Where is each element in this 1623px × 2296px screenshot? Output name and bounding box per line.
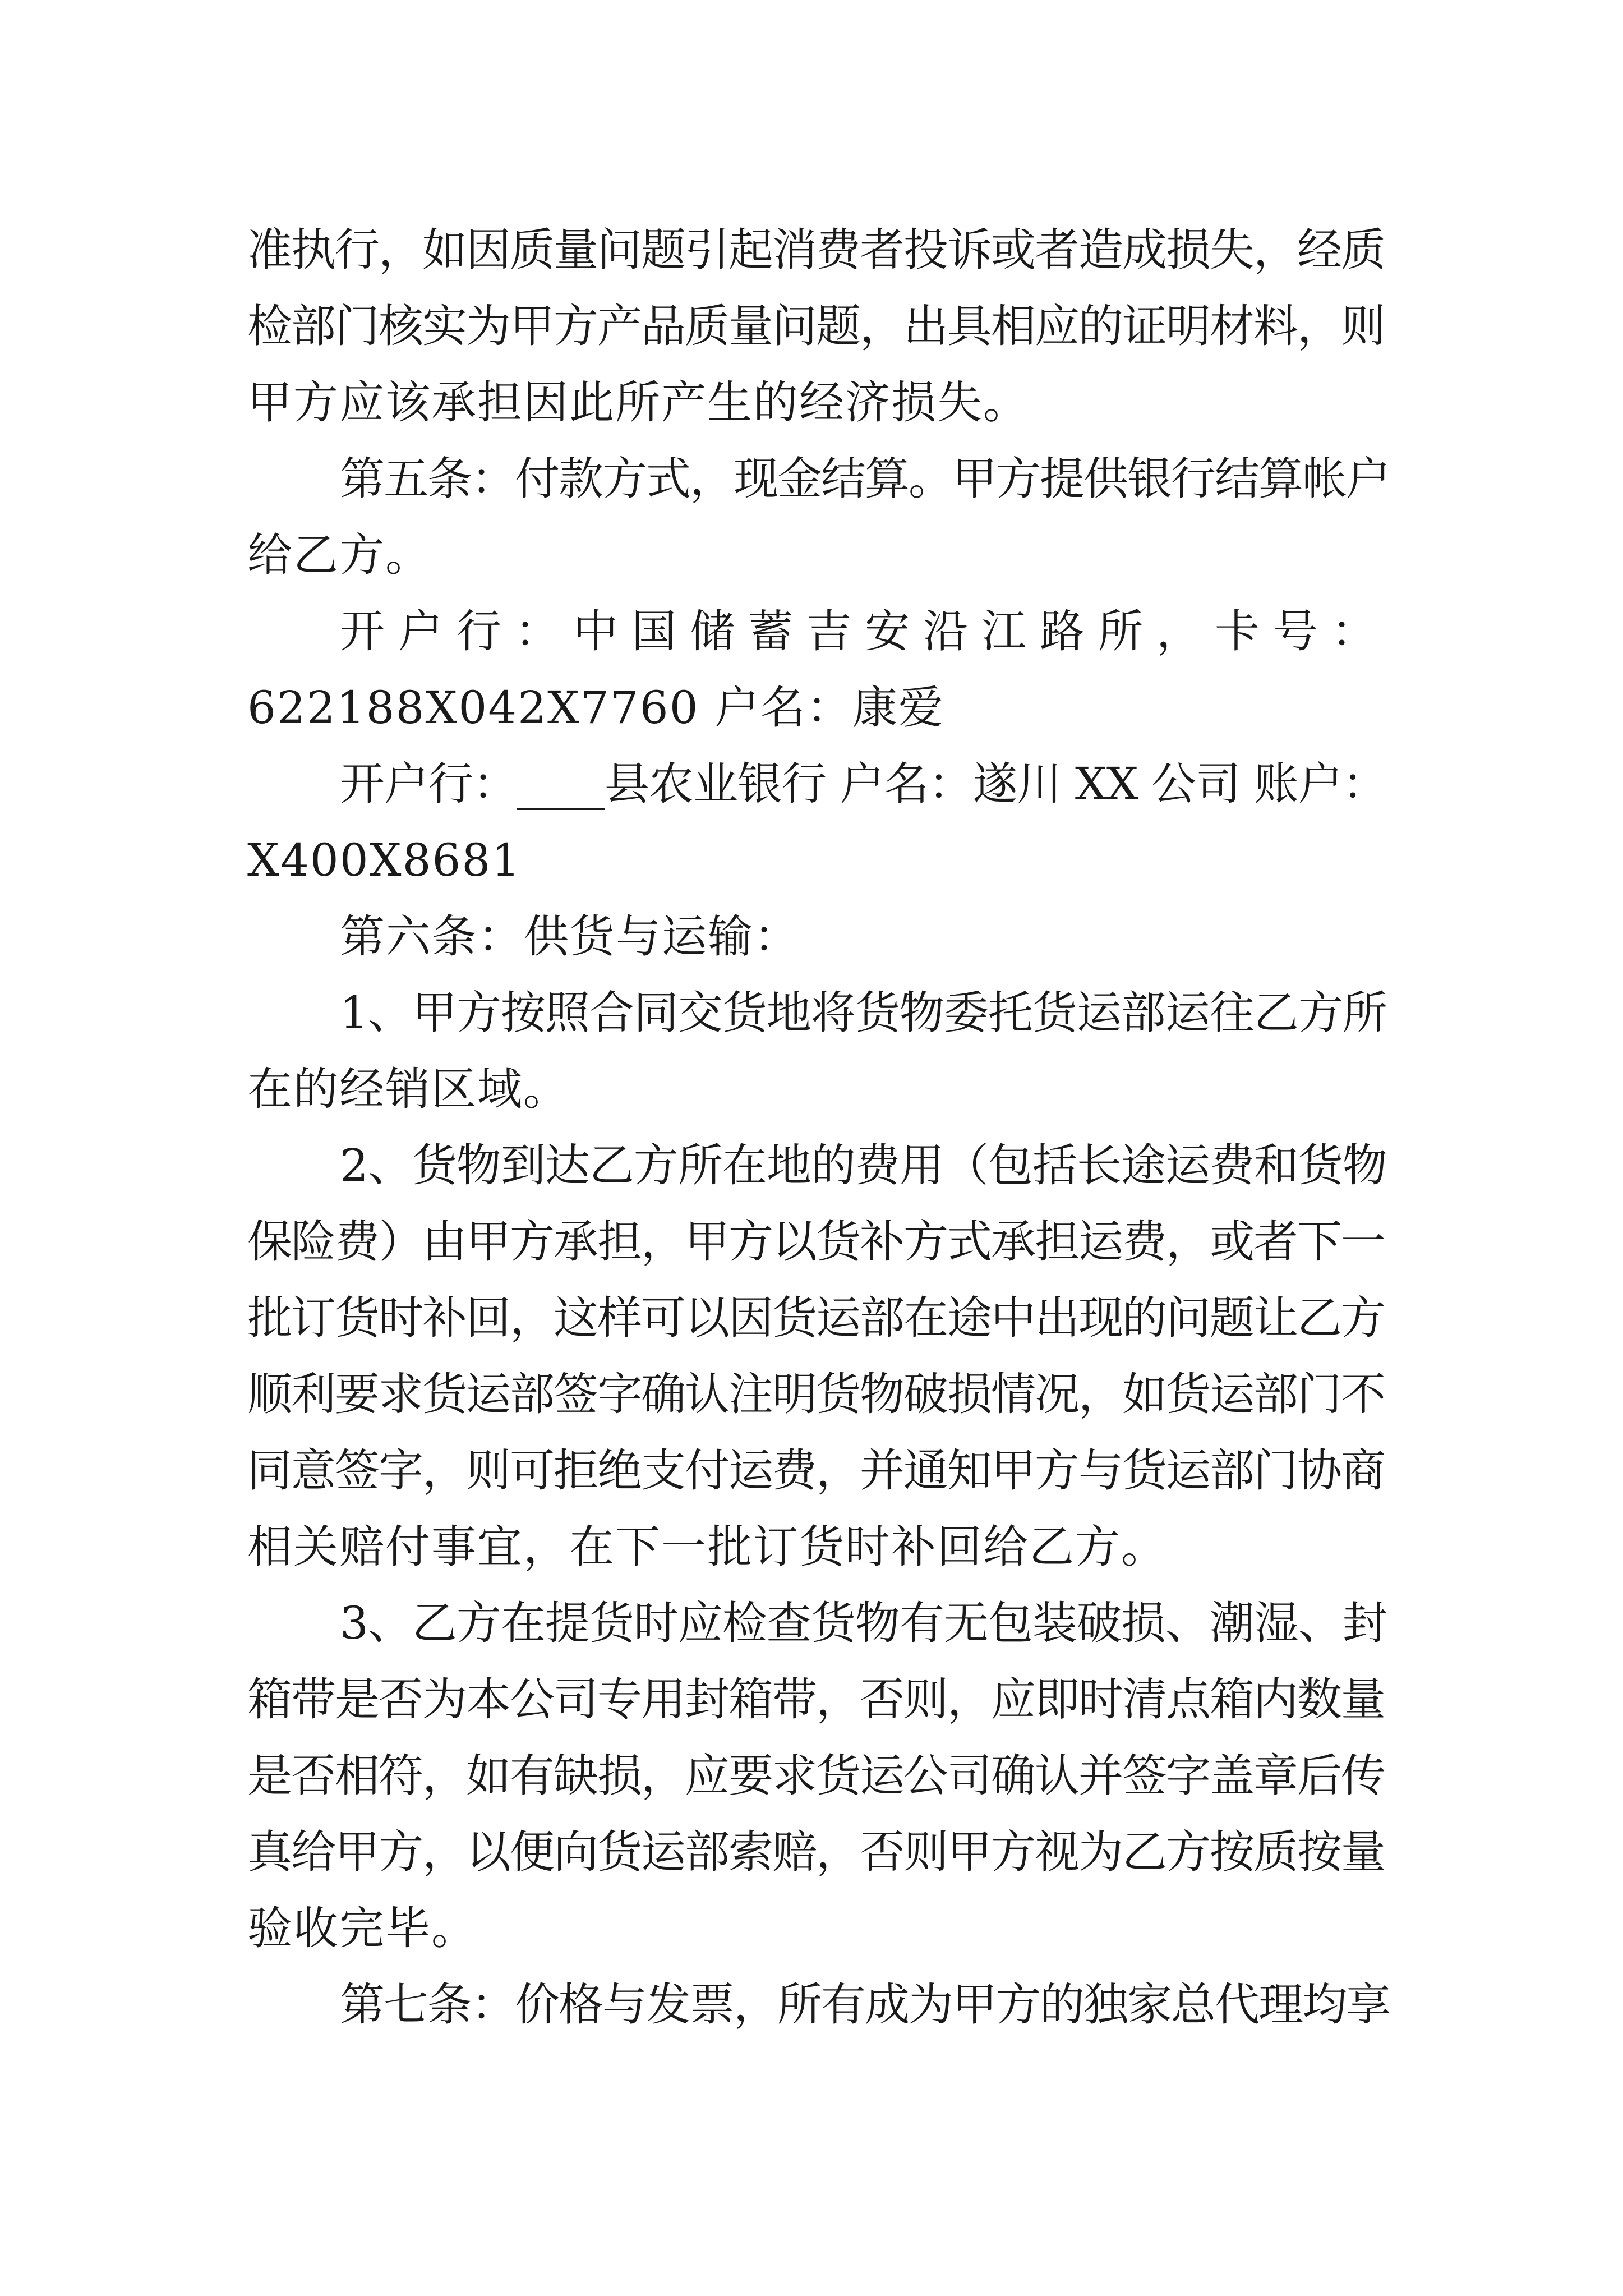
text-line: 同意签字，则可拒绝支付运费，并通知甲方与货运部门协商 xyxy=(247,1444,1385,1497)
text-line: 保险费）由甲方承担，甲方以货补方式承担运费，或者下一 xyxy=(247,1216,1385,1268)
text-line: 在的经销区域。 xyxy=(247,1063,569,1115)
text-line: 准执行，如因质量问题引起消费者投诉或者造成损失，经质 xyxy=(247,224,1385,276)
text-line-bank-2: 开户行：____县农业银行 户名：遂川 XX 公司 账户： xyxy=(340,758,1387,810)
text-line-bank-1: 开户行：中国储蓄吉安沿江路所，卡号： xyxy=(340,605,1390,657)
text-line-article-6: 第六条：供货与运输： xyxy=(340,910,800,963)
text-line: 是否相符，如有缺损，应要求货运公司确认并签字盖章后传 xyxy=(247,1750,1385,1802)
text-line: 顺利要求货运部签字确认注明货物破损情况，如货运部门不 xyxy=(247,1368,1385,1420)
text-line-item-2: 2、货物到达乙方所在地的费用（包括长途运费和货物 xyxy=(340,1139,1387,1191)
text-line: 真给甲方，以便向货运部索赔，否则甲方视为乙方按质按量 xyxy=(247,1826,1385,1878)
text-line: 相关赔付事宜，在下一批订货时补回给乙方。 xyxy=(247,1521,1167,1573)
text-line: 检部门核实为甲方产品质量问题，出具相应的证明材料，则 xyxy=(247,300,1385,352)
text-line-item-1: 1、甲方按照合同交货地将货物委托货运部运往乙方所 xyxy=(340,987,1387,1039)
text-line: 验收完毕。 xyxy=(247,1902,477,1954)
text-line: 批订货时补回，这样可以因货运部在途中出现的问题让乙方 xyxy=(247,1292,1385,1344)
text-line: 箱带是否为本公司专用封箱带，否则，应即时清点箱内数量 xyxy=(247,1673,1385,1726)
text-line-article-5: 第五条：付款方式，现金结算。甲方提供银行结算帐户 xyxy=(340,453,1390,505)
text-line: 给乙方。 xyxy=(247,529,431,581)
text-line: X400X8681 xyxy=(247,834,522,886)
text-line-item-3: 3、乙方在提货时应检查货物有无包装破损、潮湿、封 xyxy=(340,1597,1387,1649)
document-body xyxy=(247,212,1391,2043)
text-line: 甲方应该承担因此所产生的经济损失。 xyxy=(247,376,1029,429)
text-line-article-7: 第七条：价格与发票，所有成为甲方的独家总代理均享 xyxy=(340,1978,1390,2031)
text-line: 622188X042X7760 户名：康爱 xyxy=(247,682,945,734)
